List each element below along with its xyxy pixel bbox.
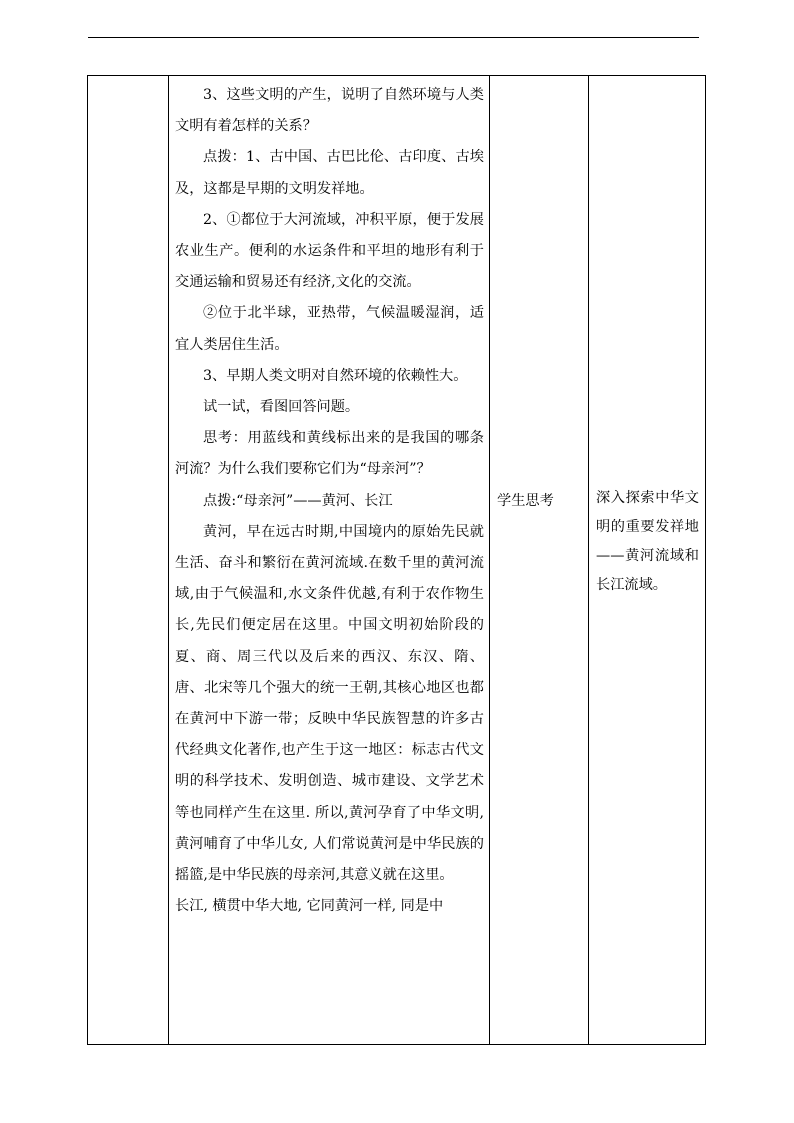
content-paragraph: 黄河，早在远古时期,中国境内的原始先民就生活、奋斗和繁衍在黄河流域.在数千里的黄河流域,由于气候温和,水文条件优越,有利于农作物生长,先民们便定居在这里。中国文明初始阶段的夏、商、周三代以及后来的西汉、东汉、隋、唐、北宋等几个强大的统一王朝,其核心地区也都在黄河中下游一带；反映中华民族智慧的许多古代经典文化著作,也产生于这一地区：标志古代文明的科学技术、发明创造、城市建设、文学艺术等也同样产生在这里. 所以,黄河孕育了中华文明,黄河哺育了中华儿女, 人们常说黄河是中华民族的摇篮,是中华民族的母亲河,其意义就在这里。: [175, 523, 484, 884]
content-paragraph: 长江, 横贯中华大地, 它同黄河一样, 同是中: [175, 898, 444, 915]
content-paragraph: 3、早期人类文明对自然环境的依赖性大。: [203, 367, 468, 384]
content-paragraph: 3、这些文明的产生，说明了自然环境与人类文明有着怎样的关系？: [175, 87, 484, 135]
content-paragraph: 点拨：1、古中国、古巴比伦、古印度、古埃及，这都是早期的文明发祥地。: [175, 149, 484, 197]
content-paragraph: 2、①都位于大河流域，冲积平原，便于发展农业生产。便利的水运条件和平坦的地形有利于交通运输和贸易还有经济,文化的交流。: [175, 211, 484, 291]
lesson-table: [87, 75, 706, 1045]
design-intent-text: 深入探索中华文明的重要发祥地——黄河流域和长江流域。: [596, 490, 699, 593]
table-cell-student-activity: [490, 76, 589, 1044]
table-cell-section: [88, 76, 169, 1044]
student-activity-text: 学生思考: [497, 493, 554, 509]
content-paragraph: ②位于北半球，亚热带，气候温暖湿润，适宜人类居住生活。: [175, 305, 484, 353]
content-paragraph: 试一试，看图回答问题。: [203, 399, 360, 416]
content-paragraph: 思考：用蓝线和黄线标出来的是我国的哪条河流？为什么我们要称它们为“母亲河”？: [175, 430, 484, 478]
table-cell-design-intent: [589, 76, 707, 1044]
header-rule: [88, 37, 699, 38]
table-cell-content: [169, 76, 490, 1044]
content-paragraph: 点拨:“母亲河”——黄河、长江: [203, 492, 393, 509]
